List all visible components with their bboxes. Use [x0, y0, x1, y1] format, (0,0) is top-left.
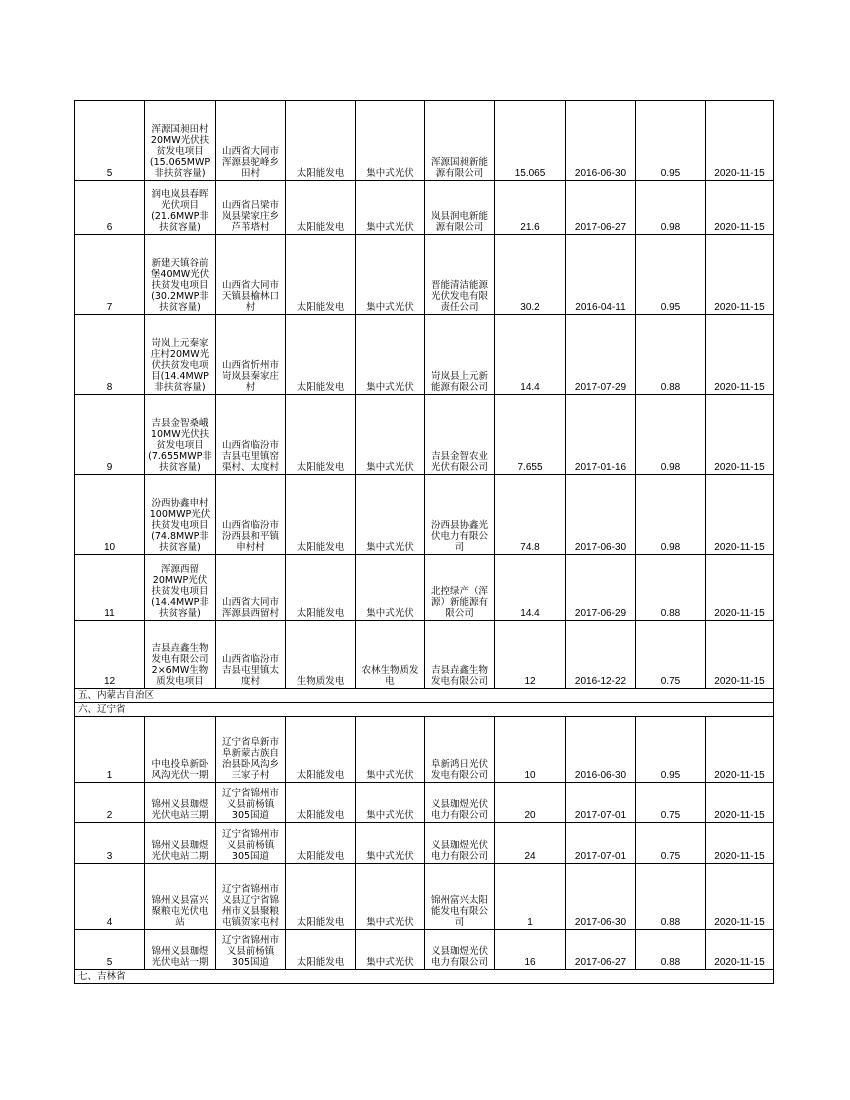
- cell-subtype: 集中式光伏: [356, 395, 425, 475]
- cell-date: 2017-01-16: [566, 395, 636, 475]
- cell-date: 2017-07-01: [566, 783, 636, 823]
- cell-no: 7: [75, 235, 145, 315]
- table-row: [75, 181, 774, 235]
- cell-location: 辽宁省锦州市 义县前杨镇 305国道: [216, 930, 286, 970]
- cell-capacity: 10: [495, 717, 566, 783]
- cell-location: 辽宁省锦州市 义县辽宁省锦 州市义县聚粮 屯镇贺家屯村: [216, 864, 286, 930]
- table-row: [75, 235, 774, 315]
- cell-date: 2017-07-29: [566, 315, 636, 395]
- cell-date: 2017-06-30: [566, 475, 636, 555]
- cell-subtype: 集中式光伏: [356, 864, 425, 930]
- cell-factor: 0.98: [636, 395, 706, 475]
- cell-capacity: 16: [495, 930, 566, 970]
- cell-date2: 2020-11-15: [706, 783, 774, 823]
- table-row: [75, 783, 774, 823]
- cell-project-name: 锦州义县富兴 聚粮屯光伏电 站: [145, 864, 216, 930]
- cell-subtype: 集中式光伏: [356, 475, 425, 555]
- cell-location: 山西省吕梁市 岚县梁家庄乡 芦苇塔村: [216, 181, 286, 235]
- cell-date2: 2020-11-15: [706, 235, 774, 315]
- cell-date2: 2020-11-15: [706, 101, 774, 181]
- section-title: 五、内蒙古自治区: [75, 689, 774, 703]
- table-row: [75, 621, 774, 689]
- cell-date2: 2020-11-15: [706, 930, 774, 970]
- table-row: [75, 315, 774, 395]
- cell-location: 山西省临汾市 吉县屯里镇窑 渠村、太度村: [216, 395, 286, 475]
- cell-factor: 0.75: [636, 823, 706, 864]
- cell-date2: 2020-11-15: [706, 181, 774, 235]
- cell-no: 8: [75, 315, 145, 395]
- cell-date: 2016-12-22: [566, 621, 636, 689]
- cell-location: 山西省临汾市 吉县屯里镇太 度村: [216, 621, 286, 689]
- cell-no: 2: [75, 783, 145, 823]
- cell-project-name: 锦州义县珈煜 光伏电站二期: [145, 823, 216, 864]
- cell-capacity: 30.2: [495, 235, 566, 315]
- table-row: [75, 475, 774, 555]
- table-row: [75, 395, 774, 475]
- cell-company: 锦州富兴太阳 能发电有限公 司: [425, 864, 495, 930]
- cell-date: 2016-04-11: [566, 235, 636, 315]
- cell-subtype: 集中式光伏: [356, 717, 425, 783]
- cell-capacity: 74.8: [495, 475, 566, 555]
- cell-date2: 2020-11-15: [706, 823, 774, 864]
- cell-project-name: 汾西协鑫申村 100MWP光伏 扶贫发电项目 (74.8MWP非 扶贫容量): [145, 475, 216, 555]
- cell-factor: 0.88: [636, 555, 706, 621]
- cell-energy-type: 太阳能发电: [286, 101, 356, 181]
- section-title: 六、辽宁省: [75, 703, 774, 717]
- cell-date: 2016-06-30: [566, 101, 636, 181]
- cell-date: 2017-06-30: [566, 864, 636, 930]
- cell-company: 岚县润电新能 源有限公司: [425, 181, 495, 235]
- cell-factor: 0.95: [636, 101, 706, 181]
- cell-company: 汾西县协鑫光 伏电力有限公 司: [425, 475, 495, 555]
- cell-date2: 2020-11-15: [706, 315, 774, 395]
- cell-capacity: 14.4: [495, 555, 566, 621]
- cell-date2: 2020-11-15: [706, 717, 774, 783]
- cell-date: 2016-06-30: [566, 717, 636, 783]
- cell-subtype: 集中式光伏: [356, 783, 425, 823]
- cell-no: 12: [75, 621, 145, 689]
- cell-factor: 0.98: [636, 181, 706, 235]
- cell-date: 2017-06-27: [566, 930, 636, 970]
- cell-project-name: 吉县金智桑峨 10MW光伏扶 贫发电项目 (7.655MWP非 扶贫容量): [145, 395, 216, 475]
- cell-energy-type: 太阳能发电: [286, 783, 356, 823]
- cell-subtype: 集中式光伏: [356, 101, 425, 181]
- table-row: [75, 101, 774, 181]
- cell-company: 吉县垚鑫生物 发电有限公司: [425, 621, 495, 689]
- cell-subtype: 农林生物质发 电: [356, 621, 425, 689]
- cell-date2: 2020-11-15: [706, 475, 774, 555]
- cell-factor: 0.95: [636, 717, 706, 783]
- cell-date2: 2020-11-15: [706, 395, 774, 475]
- cell-energy-type: 太阳能发电: [286, 930, 356, 970]
- section-row: [75, 970, 774, 984]
- cell-energy-type: 太阳能发电: [286, 717, 356, 783]
- cell-capacity: 20: [495, 783, 566, 823]
- cell-energy-type: 太阳能发电: [286, 235, 356, 315]
- cell-project-name: 岢岚上元秦家 庄村20MW光 伏扶贫发电项 目(14.4MWP 非扶贫容量): [145, 315, 216, 395]
- cell-location: 辽宁省锦州市 义县前杨镇 305国道: [216, 823, 286, 864]
- cell-no: 9: [75, 395, 145, 475]
- cell-subtype: 集中式光伏: [356, 930, 425, 970]
- cell-factor: 0.98: [636, 475, 706, 555]
- table-row: [75, 864, 774, 930]
- cell-no: 5: [75, 101, 145, 181]
- cell-subtype: 集中式光伏: [356, 823, 425, 864]
- cell-factor: 0.95: [636, 235, 706, 315]
- cell-energy-type: 太阳能发电: [286, 315, 356, 395]
- cell-capacity: 21.6: [495, 181, 566, 235]
- cell-no: 5: [75, 930, 145, 970]
- cell-subtype: 集中式光伏: [356, 555, 425, 621]
- cell-company: 吉县金智农业 光伏有限公司: [425, 395, 495, 475]
- cell-location: 辽宁省阜新市 阜新蒙古族自 治县卧风沟乡 三家子村: [216, 717, 286, 783]
- cell-project-name: 浑源西留 20MWP光伏 扶贫发电项目 (14.4MWP非 扶贫容量): [145, 555, 216, 621]
- cell-date: 2017-06-29: [566, 555, 636, 621]
- cell-company: 义县珈煜光伏 电力有限公司: [425, 930, 495, 970]
- section-row: [75, 689, 774, 703]
- cell-company: 义县珈煜光伏 电力有限公司: [425, 823, 495, 864]
- cell-capacity: 24: [495, 823, 566, 864]
- cell-factor: 0.88: [636, 930, 706, 970]
- table-row: [75, 823, 774, 864]
- cell-project-name: 浑源国昶田村 20MW光伏扶 贫发电项目 (15.065MWP 非扶贫容量): [145, 101, 216, 181]
- table-row: [75, 717, 774, 783]
- cell-location: 山西省大同市 天镇县榆林口 村: [216, 235, 286, 315]
- cell-company: 义县珈煜光伏 电力有限公司: [425, 783, 495, 823]
- project-table: [74, 100, 774, 984]
- cell-energy-type: 太阳能发电: [286, 475, 356, 555]
- cell-company: 浑源国昶新能 源有限公司: [425, 101, 495, 181]
- cell-no: 11: [75, 555, 145, 621]
- cell-project-name: 吉县垚鑫生物 发电有限公司 2×6MW生物 质发电项目: [145, 621, 216, 689]
- cell-subtype: 集中式光伏: [356, 315, 425, 395]
- table-row: [75, 930, 774, 970]
- cell-factor: 0.75: [636, 621, 706, 689]
- section-row: [75, 703, 774, 717]
- cell-capacity: 1: [495, 864, 566, 930]
- cell-date2: 2020-11-15: [706, 555, 774, 621]
- cell-company: 岢岚县上元新 能源有限公司: [425, 315, 495, 395]
- cell-project-name: 锦州义县珈煜 光伏电站一期: [145, 930, 216, 970]
- cell-energy-type: 太阳能发电: [286, 823, 356, 864]
- cell-date: 2017-06-27: [566, 181, 636, 235]
- cell-energy-type: 生物质发电: [286, 621, 356, 689]
- cell-date: 2017-07-01: [566, 823, 636, 864]
- cell-capacity: 14.4: [495, 315, 566, 395]
- cell-location: 山西省大同市 浑源县西留村: [216, 555, 286, 621]
- cell-factor: 0.88: [636, 864, 706, 930]
- cell-capacity: 7.655: [495, 395, 566, 475]
- cell-date2: 2020-11-15: [706, 864, 774, 930]
- table-row: [75, 555, 774, 621]
- cell-project-name: 锦州义县珈煜 光伏电站三期: [145, 783, 216, 823]
- cell-capacity: 15.065: [495, 101, 566, 181]
- cell-no: 3: [75, 823, 145, 864]
- cell-factor: 0.75: [636, 783, 706, 823]
- cell-factor: 0.88: [636, 315, 706, 395]
- cell-date2: 2020-11-15: [706, 621, 774, 689]
- cell-location: 山西省忻州市 岢岚县秦家庄 村: [216, 315, 286, 395]
- cell-capacity: 12: [495, 621, 566, 689]
- cell-energy-type: 太阳能发电: [286, 864, 356, 930]
- cell-no: 4: [75, 864, 145, 930]
- cell-location: 山西省临汾市 汾西县和平镇 申村村: [216, 475, 286, 555]
- cell-project-name: 新建天镇谷前 堡40MW光伏 扶贫发电项目 (30.2MWP非 扶贫容量): [145, 235, 216, 315]
- cell-project-name: 润电岚县春晖 光伏项目 (21.6MWP非 扶贫容量): [145, 181, 216, 235]
- cell-company: 阜新鸿日光伏 发电有限公司: [425, 717, 495, 783]
- cell-company: 晋能清洁能源 光伏发电有限 责任公司: [425, 235, 495, 315]
- cell-energy-type: 太阳能发电: [286, 555, 356, 621]
- cell-project-name: 中电投阜新卧 风沟光伏一期: [145, 717, 216, 783]
- cell-subtype: 集中式光伏: [356, 235, 425, 315]
- cell-location: 山西省大同市 浑源县驼峰乡 田村: [216, 101, 286, 181]
- cell-no: 6: [75, 181, 145, 235]
- cell-no: 10: [75, 475, 145, 555]
- cell-company: 北控绿产（浑 源）新能源有 限公司: [425, 555, 495, 621]
- cell-energy-type: 太阳能发电: [286, 395, 356, 475]
- cell-location: 辽宁省锦州市 义县前杨镇 305国道: [216, 783, 286, 823]
- section-title: 七、吉林省: [75, 970, 774, 984]
- cell-subtype: 集中式光伏: [356, 181, 425, 235]
- cell-no: 1: [75, 717, 145, 783]
- cell-energy-type: 太阳能发电: [286, 181, 356, 235]
